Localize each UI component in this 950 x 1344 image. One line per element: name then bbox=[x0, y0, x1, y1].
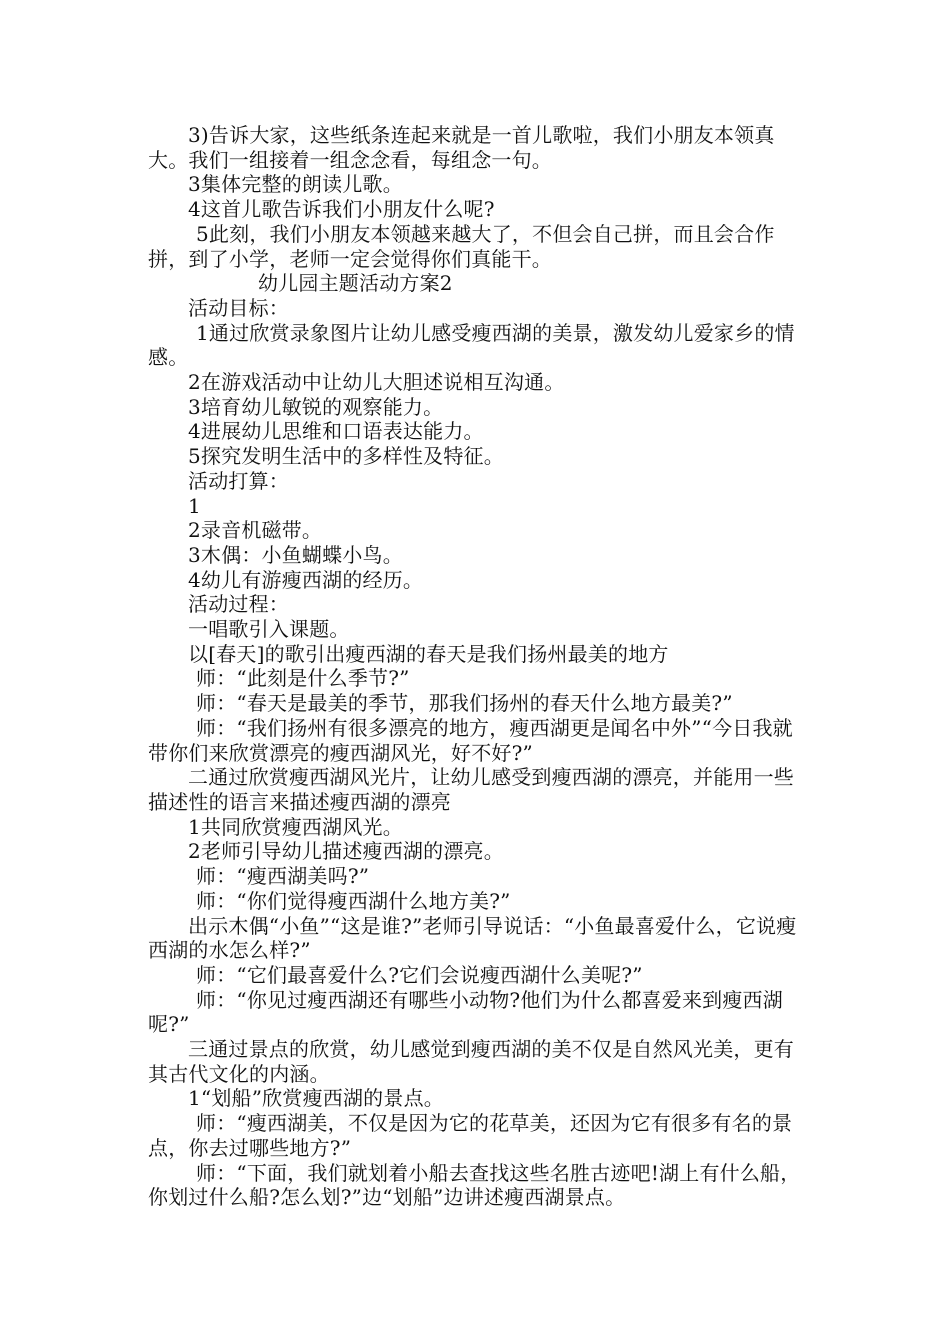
paragraph: 师：“瘦西湖美，不仅是因为它的花草美，还因为它有很多有名的景点，你去过哪些地方?” bbox=[148, 1111, 793, 1160]
paragraph: 师：“你见过瘦西湖还有哪些小动物?他们为什么都喜爱来到瘦西湖呢?” bbox=[148, 987, 783, 1037]
section-heading: 活动目标： bbox=[188, 295, 289, 320]
paragraph: 师：“此刻是什么季节?” bbox=[196, 666, 410, 691]
paragraph: 3培育幼儿敏锐的观察能力。 bbox=[188, 394, 444, 419]
paragraph: 3集体完整的朗读儿歌。 bbox=[188, 172, 403, 197]
paragraph: 师：“你们觉得瘦西湖什么地方美?” bbox=[196, 888, 511, 913]
paragraph: 3木偶：小鱼蝴蝶小鸟。 bbox=[188, 542, 403, 567]
paragraph: 2在游戏活动中让幼儿大胆述说相互沟通。 bbox=[188, 370, 565, 395]
paragraph: 4进展幼儿思维和口语表达能力。 bbox=[188, 419, 484, 444]
paragraph: 5探究发明生活中的多样性及特征。 bbox=[188, 444, 504, 469]
paragraph: 1共同欣赏瘦西湖风光。 bbox=[188, 814, 403, 839]
paragraph: 师：“我们扬州有很多漂亮的地方，瘦西湖更是闻名中外”“今日我就带你们来欣赏漂亮的瘦西湖风光，好不好?” bbox=[148, 715, 793, 765]
paragraph: 3)告诉大家，这些纸条连起来就是一首儿歌啦，我们小朋友本领真大。我们一组接着一组念念看，每组念一句。 bbox=[148, 123, 775, 172]
paragraph: 4这首儿歌告诉我们小朋友什么呢? bbox=[188, 197, 495, 222]
paragraph: 师：“它们最喜爱什么?它们会说瘦西湖什么美呢?” bbox=[196, 962, 643, 987]
paragraph: 二通过欣赏瘦西湖风光片，让幼儿感受到瘦西湖的漂亮，并能用一些描述性的语言来描述瘦西湖的漂亮 bbox=[148, 765, 794, 814]
document-body bbox=[148, 123, 808, 1210]
paragraph: 1通过欣赏录象图片让幼儿感受瘦西湖的美景，激发幼儿爱家乡的情感。 bbox=[148, 320, 795, 370]
paragraph: 三通过景点的欣赏，幼儿感觉到瘦西湖的美不仅是自然风光美，更有其古代文化的内涵。 bbox=[148, 1037, 794, 1086]
paragraph: 师：“春天是最美的季节，那我们扬州的春天什么地方最美?” bbox=[196, 691, 733, 716]
paragraph: 1“划船”欣赏瘦西湖的景点。 bbox=[188, 1086, 444, 1111]
paragraph: 1 bbox=[188, 493, 201, 518]
section-heading: 活动过程： bbox=[188, 592, 289, 617]
paragraph: 一唱歌引入课题。 bbox=[188, 617, 350, 642]
paragraph: 5此刻，我们小朋友本领越来越大了，不但会自己拼，而且会合作拼，到了小学，老师一定会觉得你们真能干。 bbox=[148, 221, 775, 271]
paragraph: 出示木偶“小鱼”“这是谁?”老师引导说话：“小鱼最喜爱什么，它说瘦西湖的水怎么样?” bbox=[148, 913, 797, 963]
paragraph: 4幼儿有游瘦西湖的经历。 bbox=[188, 567, 424, 592]
paragraph: 2老师引导幼儿描述瘦西湖的漂亮。 bbox=[188, 839, 504, 864]
paragraph: 2录音机磁带。 bbox=[188, 518, 323, 543]
section-title: 幼儿园主题活动方案2 bbox=[258, 271, 453, 296]
paragraph: 以[春天]的歌引出瘦西湖的春天是我们扬州最美的地方 bbox=[188, 641, 669, 666]
section-heading: 活动打算： bbox=[188, 468, 289, 493]
paragraph: 师：“下面，我们就划着小船去查找这些名胜古迹吧!湖上有什么船，你划过什么船?怎么划?”边“划船”边讲述瘦西湖景点。 bbox=[148, 1160, 801, 1210]
paragraph: 师：“瘦西湖美吗?” bbox=[196, 864, 370, 889]
